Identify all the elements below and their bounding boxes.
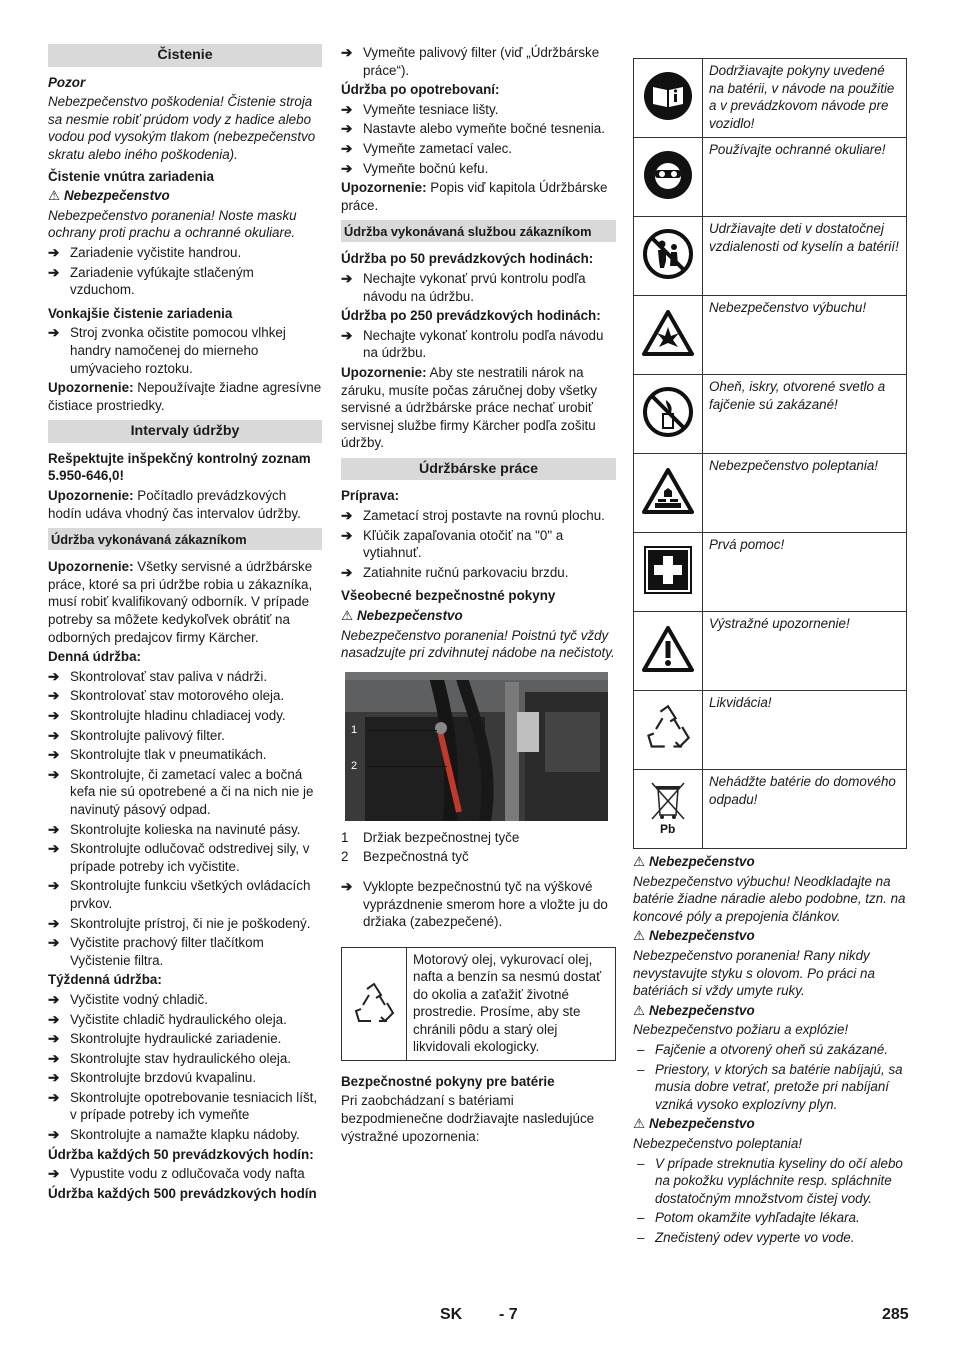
list-item: ➔ Skontrolujte, či zametací valec a bočná kefa nie sú opotrebené a či na nich nie je navinutý pásový odpad. — [48, 766, 314, 817]
list-item: ➔ Skontrolujte kolieska na navinuté pásy. — [48, 821, 301, 837]
list-item: ➔ Skontrolujte tlak v pneumatikách. — [48, 747, 267, 763]
arrow-icon: ➔ — [48, 1011, 60, 1027]
footer-local-page: - 7 — [499, 1306, 518, 1323]
arrow-icon: ➔ — [341, 160, 353, 176]
daily-list — [48, 668, 322, 970]
list-item: – V prípade streknutia kyseliny do očí alebo na pokožku vypláchnite resp. spláchnite dostatočným množstvom čistej vody. — [637, 1155, 903, 1206]
danger-label: ⚠ Nebezpečenstvo — [633, 1002, 755, 1018]
list-item: ➔ Nechajte vykonať kontrolu podľa návodu na údržbu. — [341, 327, 604, 361]
heading-service-maintenance: Údržba vykonávaná službou zákazníkom — [341, 220, 616, 242]
danger-text: Nebezpečenstvo poranenia! Poistnú tyč vždy nasadzujte pri zdvihnutej nádobe na nečistoty. — [341, 627, 615, 661]
arrow-icon: ➔ — [48, 244, 60, 260]
list-item: ➔ Skontrolujte hladinu chladiacej vody. — [48, 708, 286, 723]
first-aid-icon — [634, 533, 703, 612]
list-item: – Priestory, v ktorých sa batérie nabíjajú, sa musia dobre vetrať, pretože pri nabíjaní vzniká vysoko explozívny plyn. — [637, 1061, 903, 1112]
list-item: ➔ Vyčistite chladič hydraulického oleja. — [48, 1011, 287, 1027]
subheading-safety: Všeobecné bezpečnostné pokyny — [341, 588, 556, 604]
column-1 — [48, 44, 322, 1204]
subheading-after-50h: Údržba po 50 prevádzkových hodinách: — [341, 251, 594, 267]
preparation-list — [341, 507, 616, 581]
list-item: – Fajčenie a otvorený oheň sú zakázané. — [637, 1041, 888, 1057]
arrow-icon: ➔ — [341, 327, 353, 343]
danger-text: Nebezpečenstvo poranenia! Rany nikdy nevystavujte styku s olovom. Po práci na batériách si vždy umyte ruky. — [633, 947, 875, 999]
subheading-after-250h: Údržba po 250 prevádzkových hodinách: — [341, 308, 601, 324]
arrow-icon: ➔ — [48, 747, 60, 763]
acid-icon — [634, 454, 703, 533]
arrow-icon: ➔ — [341, 508, 353, 524]
arrow-icon: ➔ — [48, 325, 60, 341]
caption-item: 1 Držiak bezpečnostnej tyče — [341, 829, 520, 845]
note: Upozornenie: Nepoužívajte žiadne agresívne čistiace prostriedky. — [48, 380, 322, 413]
danger-text: Nebezpečenstvo výbuchu! Neodkladajte na batérie žiadne náradie alebo podobne, tzn. na koncové póly a prepojenia článkov. — [633, 873, 906, 924]
list-item: ➔ Skontrolujte odlučovač odstredivej sily, v prípade potreby ich vyčistite. — [48, 841, 310, 874]
warning-triangle-icon: ⚠ — [633, 928, 646, 944]
arrow-icon: ➔ — [48, 1031, 60, 1047]
warning-triangle-icon: ⚠ — [341, 608, 354, 624]
list-item: ➔ Vymeňte palivový filter (viď „Údržbárske práce“). — [341, 45, 600, 78]
warning-triangle-icon: ⚠ — [633, 1002, 646, 1018]
list-item: ➔ Zametací stroj postavte na rovnú plochu. — [341, 508, 605, 524]
recycle-icon — [634, 691, 703, 770]
table-row: Oheň, iskry, otvorené svetlo a fajčenie sú zakázané! — [634, 375, 907, 454]
subheading-50h: Údržba každých 50 prevádzkových hodín: — [48, 1146, 314, 1162]
arrow-icon: ➔ — [341, 45, 353, 60]
list-item: ➔ Skontrolujte opotrebovanie tesniacich líšt, v prípade potreby ich vymeňte — [48, 1089, 318, 1123]
battery-intro: Pri zaobchádzaní s batériami bezpodmienečne dodržiavajte nasledujúce výstražné upozornenia: — [341, 1093, 595, 1144]
danger-text: Nebezpečenstvo poleptania! — [633, 1135, 802, 1151]
table-row: Nebezpečenstvo poleptania! — [634, 454, 907, 533]
subheading-battery: Bezpečnostné pokyny pre batérie — [341, 1073, 555, 1089]
list-item: ➔ Vyčistite vodný chladič. — [48, 991, 208, 1007]
photo-illustration — [345, 672, 608, 821]
footer-page-number: 285 — [882, 1306, 909, 1323]
list-item: ➔ Vymeňte zametací valec. — [341, 140, 513, 156]
danger-label: ⚠ Nebezpečenstvo — [341, 608, 463, 624]
warning-triangle-icon: ⚠ — [633, 854, 646, 869]
arrow-icon: ➔ — [48, 1050, 60, 1066]
note: Upozornenie: Všetky servisné a údržbárske práce, ktoré sa pri údržbe robia u zákazníka, musí robiť kvalifikovaný odborník. V prípade potreby sa môžete kedykoľvek obrátiť na odborných predajcov firmy Kärcher. — [48, 559, 313, 645]
arrow-icon: ➔ — [341, 879, 353, 894]
subheading-inside-cleaning: Čistenie vnútra zariadenia — [48, 168, 214, 184]
arrow-icon: ➔ — [341, 121, 353, 137]
list-item: ➔ Zariadenie vyfúkajte stlačeným vzduchom. — [48, 264, 254, 298]
subheading-daily: Denná údržba: — [48, 649, 141, 665]
list-item: ➔ Skontrolujte hydraulické zariadenie. — [48, 1031, 282, 1047]
subheading-preparation: Príprava: — [341, 488, 400, 504]
danger-label: ⚠ Nebezpečenstvo — [633, 1116, 755, 1132]
arrow-icon: ➔ — [48, 1127, 60, 1143]
list-item: ➔ Skontrolovať stav motorového oleja. — [48, 688, 285, 704]
environment-text: Motorový olej, vykurovací olej, nafta a benzín sa nesmú dostať do okolia a zaťažiť životné prostredie. Prosíme, aby ste chránili pôdu a starý olej likvidovali ekologicky. — [413, 951, 602, 1055]
note: Upozornenie: Aby ste nestratili nárok na záruku, musíte počas záručnej doby všetky servisné a údržbárske práce nechať urobiť servisnej službe firmy Kärcher podľa zošitu údržby. — [341, 364, 598, 451]
children-icon — [634, 217, 703, 296]
environment-box — [341, 947, 616, 1061]
arrow-icon: ➔ — [48, 264, 60, 280]
list-item: – Potom okamžite vyhľadajte lékara. — [637, 1210, 860, 1226]
list-item: – Znečistený odev vyperte vo vode. — [637, 1229, 855, 1245]
arrow-icon: ➔ — [341, 564, 353, 580]
warning-icon — [634, 612, 703, 691]
explosion-icon — [634, 296, 703, 375]
heading-intervaly: Intervaly údržby — [48, 420, 322, 443]
list-item: ➔ Skontrolujte funkciu všetkých ovládacích prvkov. — [48, 878, 311, 911]
list-item: ➔ Vymeňte tesniace lišty. — [341, 101, 499, 117]
subheading-outside-cleaning: Vonkajšie čistenie zariadenia — [48, 305, 233, 321]
table-row: Likvidácia! — [634, 691, 907, 770]
no-fire-icon — [634, 375, 703, 454]
list-item: ➔ Zatiahnite ručnú parkovaciu brzdu. — [341, 564, 569, 580]
arrow-icon: ➔ — [48, 935, 60, 951]
pb-label: Pb — [660, 821, 676, 836]
callout-2: 2 — [351, 759, 358, 772]
list-item: ➔ Zariadenie vyčistite handrou. — [48, 244, 242, 260]
list-item: ➔ Skontrolujte stav hydraulického oleja. — [48, 1050, 292, 1066]
danger-text: Nebezpečenstvo požiaru a explózie! — [633, 1022, 849, 1038]
list-item: ➔ Stroj zvonka očistite pomocou vlhkej handry namočenej do mierneho umývacieho roztoku. — [48, 325, 286, 376]
heading-customer-maintenance: Údržba vykonávaná zákazníkom — [48, 528, 322, 550]
danger-text: Nebezpečenstvo poranenia! Noste masku ochrany proti prachu a ochranné okuliare. — [48, 207, 297, 241]
arrow-icon: ➔ — [48, 991, 60, 1007]
weekly-list — [48, 991, 322, 1144]
list-item: ➔ Nastavte alebo vymeňte bočné tesnenia. — [341, 121, 605, 137]
caution-label: Pozor — [48, 74, 86, 90]
footer-language: SK — [440, 1306, 463, 1323]
table-row: Nebezpečenstvo výbuchu! — [634, 296, 907, 375]
list-item: ➔ Vymeňte bočnú kefu. — [341, 160, 489, 176]
arrow-icon: ➔ — [341, 527, 353, 543]
arrow-icon: ➔ — [48, 841, 60, 857]
table-row: Dodržiavajte pokyny uvedené na batérii, v návode na použitie a v prevádzkovom návode pre vozidlo! — [634, 59, 907, 138]
table-row: Používajte ochranné okuliare! — [634, 138, 907, 217]
arrow-icon: ➔ — [48, 708, 60, 723]
column-3 — [633, 58, 907, 1248]
arrow-icon: ➔ — [48, 1070, 60, 1086]
table-row: Prvá pomoc! — [634, 533, 907, 612]
subheading-wear: Údržba po opotrebovaní: — [341, 82, 500, 98]
bin-pb-icon — [634, 770, 703, 849]
warning-triangle-icon: ⚠ — [633, 1116, 646, 1132]
arrow-icon: ➔ — [48, 668, 60, 684]
table-row: Udržiavajte deti v dostatočnej vzdialenosti od kyselín a batérií! — [634, 217, 907, 296]
warning-triangle-icon: ⚠ — [48, 188, 61, 204]
arrow-icon: ➔ — [341, 101, 353, 117]
list-item: ➔ Nechajte vykonať prvú kontrolu podľa návodu na údržbu. — [341, 270, 586, 304]
caution-text: Nebezpečenstvo poškodenia! Čistenie stroja sa nesmie robiť prúdom vody z hadice alebo vodou pod vysokým tlakom (nebezpečenstvo skratu alebo iného poškodenia). — [48, 94, 316, 162]
note: Upozornenie: Počítadlo prevádzkových hodín udáva vhodný čas intervalov údržby. — [48, 488, 301, 521]
heading-maintenance-work: Údržbárske práce — [341, 458, 616, 481]
subheading-weekly: Týždenná údržba: — [48, 972, 162, 988]
recycle-icon — [342, 948, 407, 1060]
note: Upozornenie: Popis viď kapitola Údržbárske práce. — [341, 180, 608, 213]
manual-icon — [634, 59, 703, 138]
safety-bar-photo — [345, 672, 608, 821]
list-item: ➔ Skontrolujte a namažte klapku nádoby. — [48, 1127, 300, 1143]
arrow-icon: ➔ — [48, 1089, 60, 1105]
subheading-500h: Údržba každých 500 prevádzkových hodín — [48, 1185, 317, 1201]
list-item: ➔ Vypustite vodu z odlučovača vody nafta — [48, 1166, 305, 1182]
column-2 — [341, 44, 616, 1147]
goggles-icon — [634, 138, 703, 217]
list-item: ➔ Skontrolujte prístroj, či nie je poškodený. — [48, 915, 311, 931]
table-row: Pb Nehádžte batérie do domového odpadu! — [634, 770, 907, 849]
arrow-icon: ➔ — [48, 727, 60, 743]
list-item: ➔ Vyklopte bezpečnostnú tyč na výškové vyprázdnenie smerom hore a vložte ju do držiaka (zabezpečené). — [341, 879, 608, 930]
arrow-icon: ➔ — [48, 821, 60, 837]
arrow-icon: ➔ — [48, 915, 60, 931]
table-row: Výstražné upozornenie! — [634, 612, 907, 691]
arrow-icon: ➔ — [341, 140, 353, 156]
arrow-icon: ➔ — [341, 270, 353, 286]
list-item: ➔ Skontrolovať stav paliva v nádrži. — [48, 668, 268, 684]
danger-label: ⚠ Nebezpečenstvo — [633, 928, 755, 944]
arrow-icon: ➔ — [48, 688, 60, 704]
danger-label: ⚠ Nebezpečenstvo — [48, 188, 170, 204]
caption-item: 2 Bezpečnostná tyč — [341, 849, 469, 865]
list-item: ➔ Vyčistite prachový filter tlačítkom Vyčistenie filtra. — [48, 935, 264, 968]
battery-symbols-table — [633, 58, 907, 849]
arrow-icon: ➔ — [48, 878, 60, 894]
list-item: ➔ Kľúčik zapaľovania otočiť na "0" a vytiahnuť. — [341, 527, 564, 561]
checklist-note: Rešpektujte inšpekčný kontrolný zoznam 5.950-646,0! — [48, 450, 311, 484]
arrow-icon: ➔ — [48, 766, 60, 782]
list-item: ➔ Skontrolujte palivový filter. — [48, 727, 225, 743]
danger-label: ⚠ Nebezpečenstvo — [633, 854, 755, 869]
arrow-icon: ➔ — [48, 1166, 60, 1182]
list-item: ➔ Skontrolujte brzdovú kvapalinu. — [48, 1070, 257, 1086]
heading-cistenie: Čistenie — [48, 44, 322, 67]
callout-1: 1 — [351, 723, 358, 736]
wear-list — [341, 101, 616, 177]
